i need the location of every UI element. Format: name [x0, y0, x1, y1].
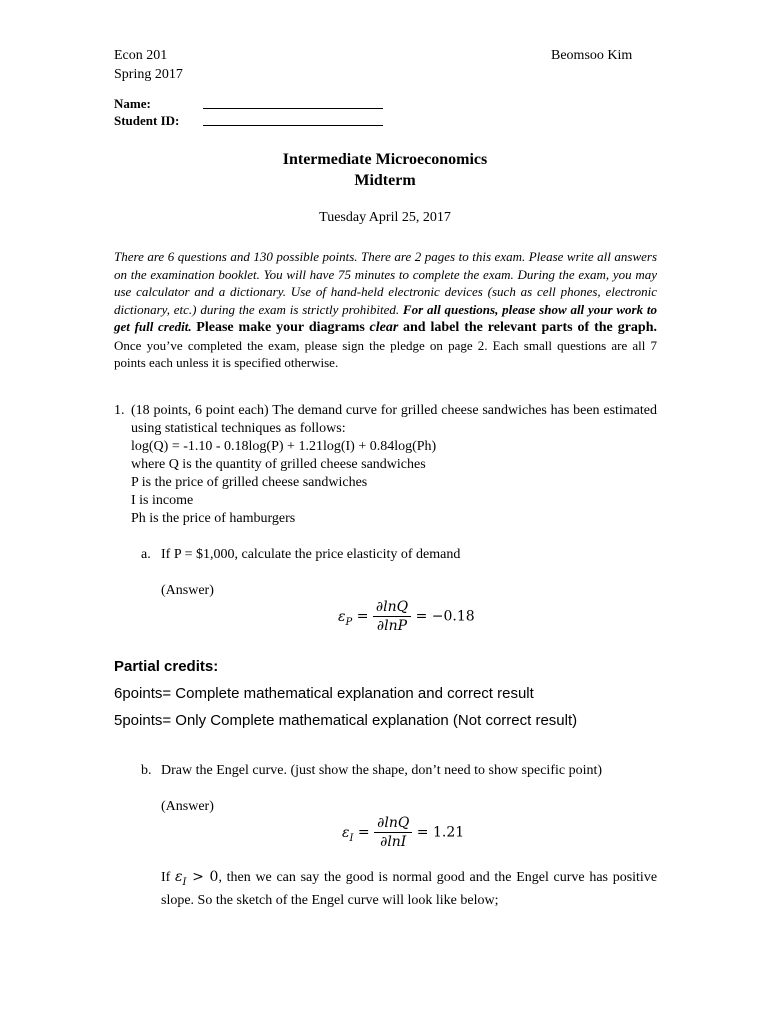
price-elasticity-numerator: ∂lnQ — [373, 599, 411, 617]
price-elasticity-denominator: ∂lnP — [376, 618, 408, 634]
part-b-answer-label: (Answer) — [161, 799, 214, 814]
instructions-bold-italic: For all questions, please show all your work to get full credit. — [114, 301, 658, 334]
definition-ph: Ph is the price of hamburgers — [131, 511, 296, 526]
income-elasticity-result: = 1.21 — [416, 824, 465, 841]
income-elasticity-symbol: $\varepsilon_I$ — [342, 824, 354, 844]
part-b-label: b. — [141, 763, 152, 778]
income-elasticity-denominator: ∂lnI — [380, 834, 407, 850]
student-id-label: Student ID: — [114, 113, 180, 128]
question-1-intro: (18 points, 6 point each) The demand curve for grilled cheese sandwiches has been estimated using statistical techniques as follows: — [131, 403, 657, 436]
income-elasticity-formula: $\varepsilon_I$ = $\frac{\partial\ln Q}{\partial\ln I}$ = 1.21 — [342, 815, 465, 850]
definition-q: where Q is the quantity of grilled cheese sandwiches — [131, 457, 426, 472]
partial-credits-line-2: 5points= Only Complete mathematical explanation (Not correct result) — [114, 712, 578, 729]
instructions-normal: Once you’ve completed the exam, please sign the pledge on page 2. Each small questions are all 7 points each unless it is specified otherwise. — [114, 337, 657, 370]
price-elasticity-result: = −0.18 — [415, 608, 475, 625]
demand-equation: log(Q) = -1.10 - 0.18log(P) + 1.21log(I) + 0.84log(Ph) — [131, 439, 437, 454]
price-elasticity-symbol: $\varepsilon_P$ — [338, 608, 353, 628]
exam-instructions — [114, 248, 657, 372]
part-b-explanation: If $\varepsilon_I > 0$, then we can say the good is normal good and the Engel curve has positive slope. So the sketch of the Engel curve will look like below; — [161, 869, 658, 908]
income-elasticity-inline: $\varepsilon_I > 0$ — [175, 869, 219, 888]
partial-credits-heading: Partial credits: — [114, 658, 219, 675]
instructions-bold-italic-word: clear — [369, 320, 399, 335]
course-code: Econ 201 — [114, 48, 168, 63]
question-1 — [114, 402, 657, 528]
term: Spring 2017 — [114, 67, 183, 82]
exam-date: Tuesday April 25, 2017 — [319, 210, 451, 225]
instructions-bold-2: and label the relevant parts of the graph. — [402, 320, 657, 335]
part-a-label: a. — [141, 547, 151, 562]
student-id-field[interactable] — [203, 112, 383, 131]
instructor-name: Beomsoo Kim — [551, 48, 633, 63]
question-1-number: 1. — [114, 403, 125, 418]
partial-credits-line-1: 6points= Complete mathematical explanation and correct result — [114, 685, 534, 702]
definition-i: I is income — [131, 493, 194, 508]
instructions-bold-1: Please make your diagrams — [196, 320, 365, 335]
exam-title: Intermediate Microeconomics — [282, 151, 488, 168]
income-elasticity-numerator: ∂lnQ — [374, 815, 412, 833]
name-label: Name: — [114, 96, 151, 111]
part-b-question: Draw the Engel curve. (just show the shape, don’t need to show specific point) — [161, 763, 603, 778]
definition-p: P is the price of grilled cheese sandwiches — [131, 475, 368, 490]
price-elasticity-formula: $\varepsilon_P$ = $\frac{\partial\ln Q}{\partial\ln P}$ = −0.18 — [338, 599, 475, 634]
part-a-question: If P = $1,000, calculate the price elasticity of demand — [161, 547, 461, 562]
instructions-italic: There are 6 questions and 130 possible points. There are 2 pages to this exam. Please write all answers on the examination booklet. You will have 75 minutes to complete the exam. During the exam, you may use calculator and a dictionary. Use of hand-held electronic devices (such as cell phones, electronic dictionary, etc.) during the exam is strictly prohibited. — [114, 249, 657, 317]
part-a-answer-label: (Answer) — [161, 583, 214, 598]
exam-subtitle: Midterm — [354, 172, 416, 189]
